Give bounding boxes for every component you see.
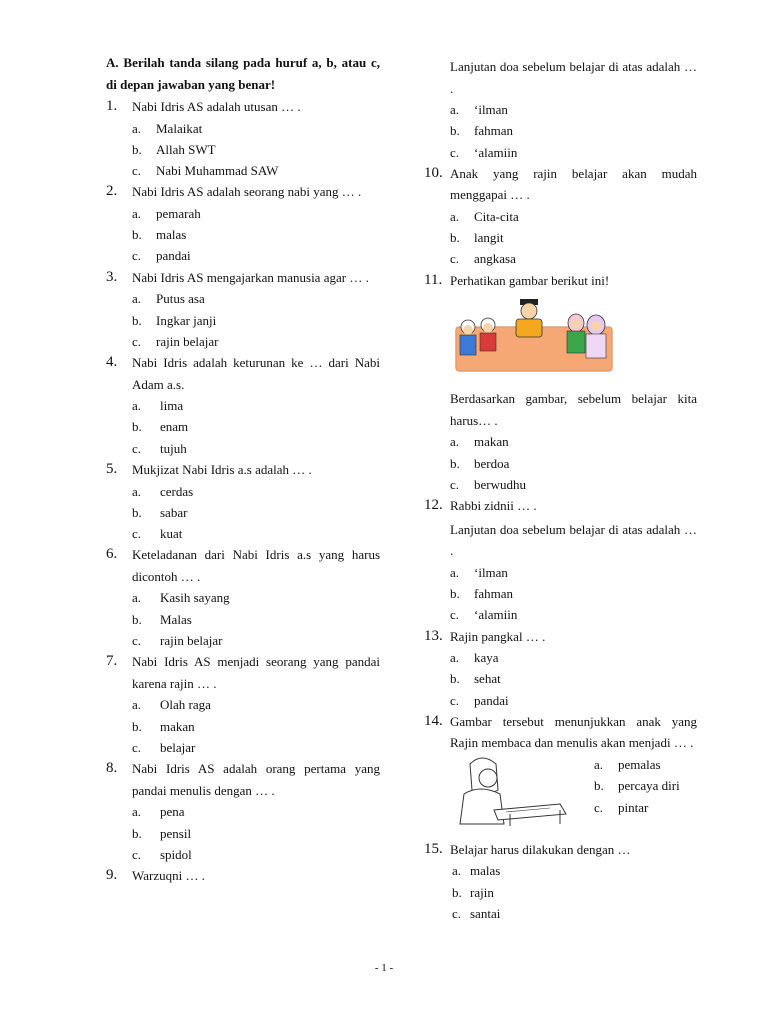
option-text: ‘alamiin [474, 607, 518, 623]
question-number: 14. [424, 712, 443, 729]
option-letter: b. [132, 419, 142, 435]
answer-option[interactable] [132, 395, 380, 416]
option-text: sabar [160, 504, 188, 520]
option-text: santai [470, 906, 501, 922]
answer-option[interactable] [450, 453, 697, 474]
question [106, 96, 380, 118]
answer-option[interactable] [132, 160, 380, 181]
option-letter: a. [450, 102, 460, 117]
option-letter: b. [450, 123, 460, 139]
answer-option[interactable] [132, 823, 380, 844]
answer-option[interactable] [132, 737, 380, 758]
option-letter: a. [450, 650, 460, 666]
option-text: Cita-cita [474, 208, 519, 224]
option-letter: c. [132, 846, 142, 862]
option-letter: b. [132, 825, 142, 841]
option-letter: c. [594, 799, 604, 815]
option-letter: a. [132, 291, 142, 307]
answer-option[interactable] [450, 562, 697, 583]
question-number: 12. [424, 497, 443, 514]
option-letter: b. [450, 455, 460, 471]
option-text: malas [156, 227, 187, 243]
option-text: fahman [474, 123, 513, 139]
options [106, 481, 380, 545]
option-letter: b. [452, 884, 462, 900]
option-text: kuat [160, 526, 183, 542]
question-text: Belajar harus dilakukan dengan … [450, 841, 631, 857]
question [106, 651, 380, 694]
option-letter: b. [132, 718, 142, 734]
option-letter: a. [132, 205, 142, 221]
question-number: 5. [106, 461, 118, 478]
option-letter: a. [450, 434, 460, 450]
answer-option[interactable] [132, 609, 380, 630]
answer-option[interactable] [450, 99, 697, 120]
question [424, 163, 697, 206]
question [106, 544, 380, 587]
option-letter: b. [450, 585, 460, 601]
option-letter: c. [132, 333, 142, 349]
left-column [106, 52, 380, 887]
options [106, 395, 380, 459]
question [106, 865, 380, 887]
options [106, 694, 380, 758]
option-text: belajar [160, 739, 196, 755]
option-text: pandai [156, 248, 191, 264]
option-letter: a. [450, 208, 460, 224]
q14-options [580, 754, 680, 833]
option-letter: c. [132, 163, 142, 179]
question [106, 459, 380, 481]
option-text: pintar [618, 799, 649, 815]
question-text: Nabi Idris AS adalah orang pertama yang pandai menulis dengan … . [132, 761, 380, 798]
answer-option[interactable] [452, 903, 697, 924]
answer-option[interactable] [132, 587, 380, 608]
answer-option[interactable] [132, 331, 380, 352]
answer-option[interactable] [132, 523, 380, 544]
option-letter: a. [132, 483, 142, 499]
option-text: pemalas [618, 756, 661, 772]
question [106, 181, 380, 203]
option-text: sehat [474, 671, 501, 687]
question-text: Warzuqni … . [132, 868, 205, 884]
option-text: ‘ilman [474, 564, 508, 580]
option-letter: a. [132, 398, 142, 414]
answer-option[interactable] [450, 120, 697, 141]
question-14 [424, 711, 697, 754]
option-text: pandai [474, 692, 509, 708]
question-11 [424, 270, 697, 292]
question-10 [424, 163, 697, 270]
question-text: Nabi Idris AS adalah utusan … . [132, 99, 301, 114]
page-number: - 1 - [374, 962, 394, 974]
q12-options [424, 562, 697, 626]
options [106, 203, 380, 267]
option-letter: b. [594, 778, 604, 794]
option-text: rajin belajar [160, 633, 223, 649]
q9-options [424, 99, 697, 163]
answer-option[interactable] [132, 438, 380, 459]
option-letter: c. [132, 526, 142, 542]
q9-continuation: Lanjutan doa sebelum belajar di atas adalah … . [450, 59, 697, 96]
answer-option[interactable] [132, 139, 380, 160]
answer-option[interactable] [132, 245, 380, 266]
question-number: 13. [424, 627, 443, 644]
q12-followup: Lanjutan doa sebelum belajar di atas adalah … . [450, 521, 697, 559]
option-text: rajin [470, 884, 494, 900]
option-letter: b. [450, 671, 460, 687]
question-text: Nabi Idris AS mengajarkan manusia agar … . [132, 269, 369, 285]
answer-option[interactable] [594, 754, 680, 775]
options [106, 801, 380, 865]
option-text: berwudhu [474, 476, 526, 492]
option-letter: b. [132, 611, 142, 627]
option-letter: c. [132, 440, 142, 456]
question-text: Mukjizat Nabi Idris a.s adalah … . [132, 462, 312, 478]
question [106, 267, 380, 289]
option-text: angkasa [474, 251, 516, 267]
answer-option[interactable] [452, 882, 697, 903]
question [106, 758, 380, 801]
answer-option[interactable] [450, 647, 697, 668]
option-text: Olah raga [160, 697, 211, 713]
answer-option[interactable] [132, 844, 380, 865]
option-letter: b. [132, 227, 142, 243]
option-letter: c. [450, 692, 460, 708]
option-letter: a. [450, 564, 460, 580]
option-text: berdoa [474, 455, 510, 471]
answer-option[interactable] [132, 694, 380, 715]
option-letter: b. [450, 230, 460, 246]
option-letter: a. [132, 120, 142, 136]
answer-option[interactable] [450, 668, 697, 689]
question-13 [424, 626, 697, 711]
option-text: Nabi Muhammad SAW [156, 163, 279, 179]
option-letter: a. [132, 697, 142, 713]
options [424, 206, 697, 270]
option-letter: c. [132, 739, 142, 755]
option-letter: a. [452, 863, 462, 879]
answer-option[interactable] [594, 775, 680, 796]
answer-option[interactable] [450, 142, 697, 163]
option-text: percaya diri [618, 778, 680, 794]
question [106, 352, 380, 395]
option-letter: c. [450, 476, 460, 492]
question-number: 1. [106, 98, 118, 114]
answer-option[interactable] [594, 797, 680, 818]
option-text: ‘alamiin [474, 144, 518, 160]
question-number: 11. [424, 271, 443, 288]
answer-option[interactable] [450, 583, 697, 604]
question-number: 7. [106, 653, 118, 670]
question-text: Gambar tersebut menunjukkan anak yang Rajin membaca dan menulis akan menjadi … . [450, 713, 697, 751]
option-text: makan [474, 434, 509, 450]
answer-option[interactable] [132, 288, 380, 309]
option-letter: a. [132, 590, 142, 606]
question-text: Nabi Idris adalah keturunan ke … dari Nabi Adam a.s. [132, 355, 380, 392]
option-letter: c. [132, 248, 142, 264]
question-number: 8. [106, 760, 118, 777]
option-letter: c. [452, 906, 462, 922]
right-column [424, 56, 697, 924]
question-12 [424, 495, 697, 517]
options [106, 118, 380, 182]
question-text: Rabbi zidnii … . [450, 498, 537, 514]
question-number: 2. [106, 183, 118, 200]
answer-option[interactable] [132, 801, 380, 822]
question-text: Keteladanan dari Nabi Idris a.s yang harus dicontoh … . [132, 547, 380, 584]
left-question-list [106, 96, 380, 887]
question-text: Perhatikan gambar berikut ini! [450, 272, 610, 288]
instruction-heading: A. Berilah tanda silang pada huruf a, b, atau c, di depan jawaban yang benar! [106, 55, 380, 92]
option-letter: a. [594, 756, 604, 772]
answer-option[interactable] [452, 860, 697, 881]
answer-option[interactable] [132, 224, 380, 245]
answer-option[interactable] [450, 604, 697, 625]
option-text: Kasih sayang [160, 590, 230, 606]
question-number: 3. [106, 268, 118, 285]
answer-option[interactable] [132, 203, 380, 224]
answer-option[interactable] [132, 310, 380, 331]
option-letter: b. [132, 141, 142, 157]
option-text: fahman [474, 585, 513, 601]
option-text: pensil [160, 825, 192, 841]
option-text: cerdas [160, 483, 194, 499]
option-text: pemarah [156, 205, 201, 221]
option-letter: c. [132, 633, 142, 649]
option-text: rajin belajar [156, 333, 219, 349]
answer-option[interactable] [132, 118, 380, 139]
question-15 [424, 839, 697, 861]
option-letter: c. [450, 607, 460, 623]
options [106, 288, 380, 352]
option-letter: c. [450, 144, 460, 160]
answer-option[interactable] [450, 690, 697, 711]
question-number: 9. [106, 867, 118, 884]
answer-option[interactable] [450, 474, 697, 495]
option-text: langit [474, 230, 504, 246]
question-number: 15. [424, 840, 443, 857]
option-text: enam [160, 419, 189, 435]
answer-option[interactable] [132, 630, 380, 651]
option-letter: a. [132, 804, 142, 820]
option-letter: b. [132, 504, 142, 520]
reading-child-illustration [450, 754, 580, 833]
question-text: Rajin pangkal … . [450, 628, 546, 644]
q14-body [424, 754, 697, 833]
option-text: pena [160, 804, 185, 820]
option-text: makan [160, 718, 195, 734]
answer-option[interactable] [450, 227, 697, 248]
question-text: Nabi Idris AS adalah seorang nabi yang … . [132, 184, 362, 200]
q11-options [424, 431, 697, 495]
options [424, 647, 697, 711]
answer-option[interactable] [132, 416, 380, 437]
question [424, 626, 697, 648]
question-text: Anak yang rajin belajar akan mudah menggapai … . [450, 165, 697, 203]
option-text: Malaikat [156, 120, 203, 136]
option-text: Putus asa [156, 291, 205, 307]
option-letter: b. [132, 312, 142, 328]
answer-option[interactable] [132, 716, 380, 737]
answer-option[interactable] [132, 481, 380, 502]
option-text: lima [160, 398, 184, 414]
question-number: 4. [106, 354, 118, 371]
option-text: Ingkar janji [156, 312, 217, 328]
options [106, 587, 380, 651]
option-text: ‘ilman [474, 102, 508, 117]
praying-children-illustration [454, 297, 697, 378]
answer-option[interactable] [132, 502, 380, 523]
question-number: 10. [424, 164, 443, 181]
option-letter: c. [450, 251, 460, 267]
answer-option[interactable] [450, 431, 697, 452]
answer-option[interactable] [450, 248, 697, 269]
q11-followup: Berdasarkan gambar, sebelum belajar kita harus… . [450, 391, 697, 428]
option-text: tujuh [160, 440, 187, 456]
q15-options [424, 860, 697, 924]
question-number: 6. [106, 546, 118, 563]
option-text: spidol [160, 846, 192, 862]
option-text: malas [470, 863, 501, 879]
option-text: Allah SWT [156, 141, 216, 157]
option-text: kaya [474, 650, 499, 666]
option-text: Malas [160, 611, 192, 627]
answer-option[interactable] [450, 206, 697, 227]
question-text: Nabi Idris AS menjadi seorang yang pandai karena rajin … . [132, 654, 380, 691]
